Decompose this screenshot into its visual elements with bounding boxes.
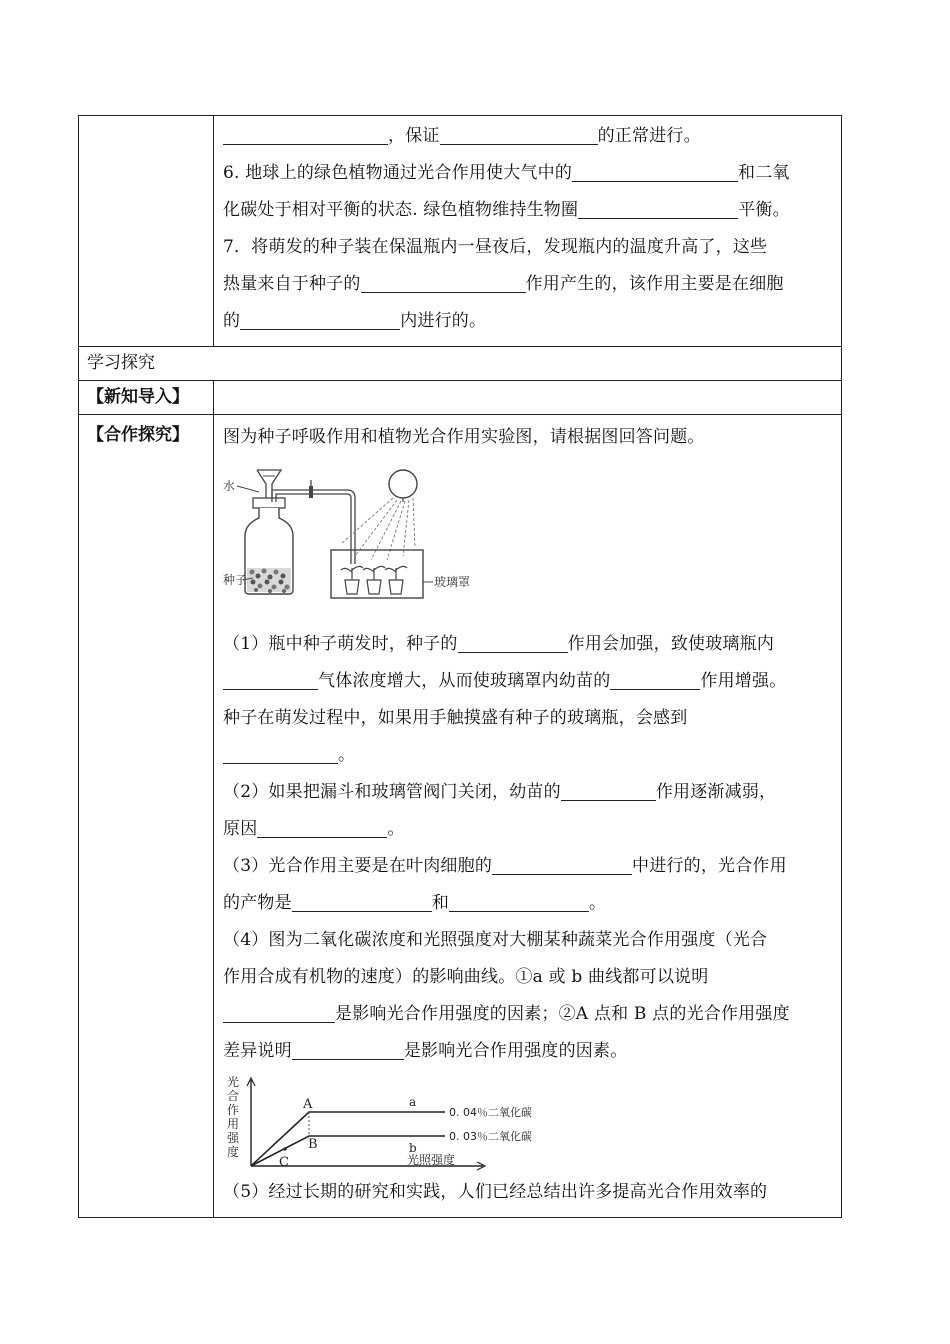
q1-line-2 xyxy=(223,663,833,700)
text: 的产物是 xyxy=(223,893,292,913)
text: 的正常进行。 xyxy=(597,126,701,146)
answer-blank[interactable] xyxy=(492,854,632,875)
text: （2）如果把漏斗和玻璃管阀门关闭，幼苗的 xyxy=(223,782,561,802)
answer-blank[interactable] xyxy=(223,743,338,764)
coop-content-cell xyxy=(214,415,842,1218)
text: 是影响光合作用强度的因素。 xyxy=(403,1041,628,1061)
text: 是影响光合作用强度的因素；②A 点和 B 点的光合作用强度 xyxy=(335,1004,790,1024)
point-b-label: B xyxy=(308,1137,318,1152)
text: 气体浓度增大，从而使玻璃罩内幼苗的 xyxy=(318,671,611,691)
bottle-stopper xyxy=(253,498,285,508)
text: 光 xyxy=(227,1075,240,1089)
curve-b-letter: b xyxy=(409,1141,417,1155)
new-knowledge-row xyxy=(79,381,842,415)
section-title: 学习探究 xyxy=(87,353,155,373)
text: 作用产生的，该作用主要是在细胞 xyxy=(525,274,784,294)
text: 合 xyxy=(227,1089,240,1103)
water-label: 水 xyxy=(223,479,236,493)
q3-line-1 xyxy=(223,848,833,885)
q6-line-2 xyxy=(223,192,833,229)
curve-a-letter: a xyxy=(409,1095,417,1109)
worksheet-table xyxy=(78,115,842,1218)
answer-blank[interactable] xyxy=(610,669,700,690)
answer-blank[interactable] xyxy=(292,891,432,912)
q4-line-2: 作用合成有机物的速度）的影响曲线。①a 或 b 曲线都可以说明 xyxy=(223,967,709,987)
q1-line-3: 种子在萌发过程中，如果用手触摸盛有种子的玻璃瓶，会感到 xyxy=(223,708,688,728)
answer-blank[interactable] xyxy=(292,1039,404,1060)
text: 。 xyxy=(589,893,607,913)
worksheet xyxy=(78,115,841,1218)
point-c-marker xyxy=(283,1147,286,1150)
q4-line-3 xyxy=(223,996,833,1033)
text: 强 xyxy=(227,1131,240,1145)
answer-blank[interactable] xyxy=(223,669,318,690)
answer-blank[interactable] xyxy=(561,780,656,801)
q7-line-1: 7．将萌发的种子装在保温瓶内一昼夜后，发现瓶内的温度升高了，这些 xyxy=(223,237,768,257)
answer-blank[interactable] xyxy=(572,161,738,182)
text: （3）光合作用主要是在叶肉细胞的 xyxy=(223,856,493,876)
answer-blank[interactable] xyxy=(257,817,387,838)
experiment-apparatus-figure xyxy=(223,464,471,604)
text: 中进行的，光合作用 xyxy=(632,856,787,876)
q5-line-1: （5）经过长期的研究和实践，人们已经总结出许多提高光合作用效率的 xyxy=(223,1182,768,1202)
answer-blank[interactable] xyxy=(440,124,598,145)
text: 用 xyxy=(227,1117,240,1131)
curve-a-label: 0. 04％二氧化碳 xyxy=(449,1106,532,1119)
answer-blank[interactable] xyxy=(223,1002,335,1023)
seed-label: 种子 xyxy=(223,573,248,587)
review-content-cell xyxy=(214,116,842,347)
light-rays xyxy=(341,498,415,560)
section-title-cell xyxy=(79,347,842,381)
seeds-icon xyxy=(247,568,291,593)
text: 和 xyxy=(431,893,450,913)
review-label-cell xyxy=(79,116,214,347)
answer-blank[interactable] xyxy=(240,309,400,330)
q3-line-2 xyxy=(223,885,833,922)
q6-line-1 xyxy=(223,155,833,192)
q7-line-2 xyxy=(223,266,833,303)
q4-line-1: （4）图为二氧化碳浓度和光照强度对大棚某种蔬菜光合作用强度（光合 xyxy=(223,930,768,950)
answer-blank[interactable] xyxy=(361,272,526,293)
text: 作 xyxy=(227,1103,240,1117)
water-pointer xyxy=(237,486,259,492)
y-axis-label xyxy=(227,1074,240,1159)
text: 作用逐渐减弱， xyxy=(655,782,777,802)
text: 平衡。 xyxy=(738,200,790,220)
text: 原因 xyxy=(223,819,258,839)
text: （1）瓶中种子萌发时，种子的 xyxy=(223,634,458,654)
point-a-label: A xyxy=(303,1097,313,1112)
coop-row xyxy=(79,415,842,1218)
x-axis-label: 光照强度 xyxy=(407,1153,456,1167)
q2-line-1 xyxy=(223,774,833,811)
seedlings-icon xyxy=(341,566,407,594)
text: 和二氧 xyxy=(738,163,790,183)
q5-continuation-line xyxy=(223,118,833,155)
review-row xyxy=(79,116,842,347)
q1-line-4 xyxy=(223,737,833,774)
text: 热量来自于种子的 xyxy=(223,274,361,294)
new-knowledge-content-cell xyxy=(214,381,842,415)
q4-line-4 xyxy=(223,1033,833,1070)
text: 化碳处于相对平衡的状态. 绿色植物维持生物圈 xyxy=(223,200,579,220)
text: 。 xyxy=(338,745,356,765)
text: 作用会加强，致使玻璃瓶内 xyxy=(567,634,775,654)
glass-cover-label: 玻璃罩 xyxy=(434,575,471,589)
text: 差异说明 xyxy=(223,1041,292,1061)
photosynthesis-curve-figure xyxy=(227,1074,547,1174)
text: 。 xyxy=(387,819,405,839)
point-c-label: C xyxy=(279,1155,289,1170)
answer-blank[interactable] xyxy=(449,891,589,912)
text: 作用增强。 xyxy=(700,671,787,691)
answer-blank[interactable] xyxy=(223,124,388,145)
q2-line-2 xyxy=(223,811,833,848)
lamp-icon xyxy=(389,470,417,498)
coop-label: 【合作探究】 xyxy=(87,425,189,445)
text: 的 xyxy=(223,311,241,331)
coop-label-cell xyxy=(79,415,214,1218)
text: 度 xyxy=(227,1145,240,1159)
new-knowledge-label-cell xyxy=(79,381,214,415)
answer-blank[interactable] xyxy=(578,198,738,219)
tube-valve xyxy=(309,486,313,498)
section-title-row xyxy=(79,347,842,381)
q7-line-3 xyxy=(223,303,833,340)
q1-line-1 xyxy=(223,626,833,663)
new-knowledge-label: 【新知导入】 xyxy=(87,387,189,407)
curve-b-label: 0. 03％二氧化碳 xyxy=(449,1130,532,1143)
text: ，保证 xyxy=(388,126,440,146)
coop-intro: 图为种子呼吸作用和植物光合作用实验图，请根据图回答问题。 xyxy=(223,427,705,447)
text: 6. 地球上的绿色植物通过光合作用使大气中的 xyxy=(223,163,573,183)
text: 内进行的。 xyxy=(400,311,487,331)
answer-blank[interactable] xyxy=(458,632,568,653)
